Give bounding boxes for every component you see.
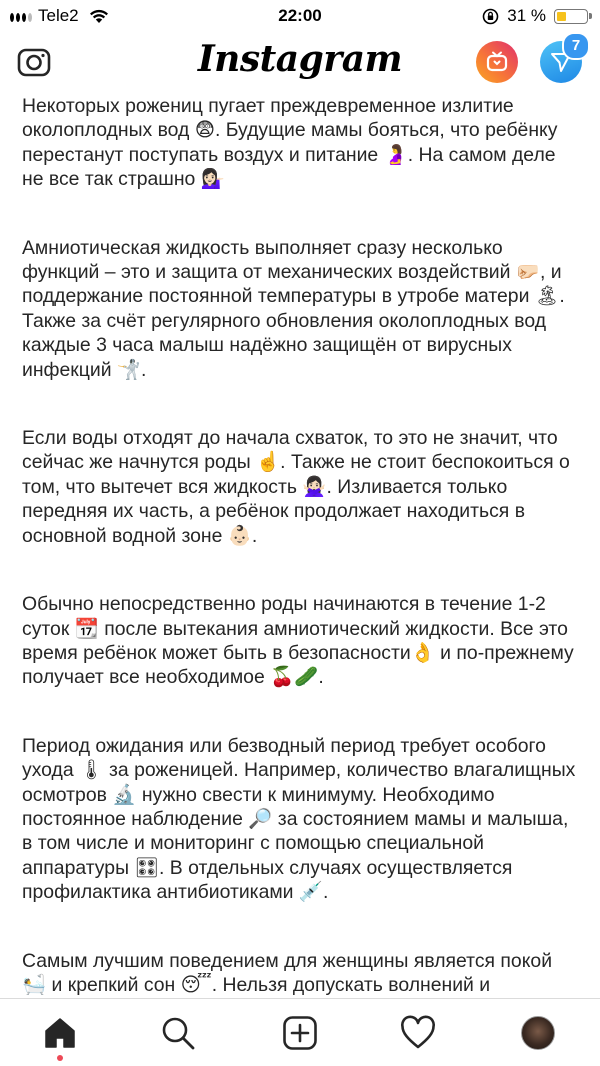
status-bar xyxy=(0,0,600,34)
app-header xyxy=(0,34,600,94)
direct-unread-badge[interactable]: 7 xyxy=(562,32,590,60)
igtv-button[interactable] xyxy=(476,41,518,83)
caption-paragraph: Амниотическая жидкость выполняет сразу несколько функций – это и защита от механических воздействий 🤛🏻, и поддержание постоянной температуры в утробе матери 🏝. Также за счёт регулярного обновления околоплодных вод каждые 3 часа малыш надёжно защищён от вирусных инфекций 🤺. xyxy=(22,236,565,381)
bottom-tab-bar xyxy=(0,998,600,1066)
profile-avatar xyxy=(521,1016,555,1050)
search-icon xyxy=(160,1015,196,1051)
caption-paragraph: Если воды отходят до начала схваток, то это не значит, что сейчас же начнутся роды ☝️. Также не стоит беспокоиться о том, что вытечет вся жидкость 🙅🏻‍♀️. Изливается только передняя их часть, а ребёнок продолжает находиться в основной водной зоне 👶🏻. xyxy=(22,427,570,547)
add-post-icon xyxy=(282,1015,318,1051)
post-caption xyxy=(0,94,600,1046)
tab-activity[interactable] xyxy=(400,1015,436,1051)
tab-search[interactable] xyxy=(160,1015,196,1051)
caption-paragraph: Период ожидания или безводный период требует особого ухода 🌡 за роженицей. Например, количество влагалищных осмотров 🔬 нужно свести к минимуму. Необходимо постоянное наблюдение 🔎 за состоянием мамы и малыша, в том числе и мониторинг с помощью специальной аппаратуры 🎛. В отдельных случаях осуществляется профилактика антибиотиками 💉. xyxy=(22,734,576,904)
tab-profile[interactable] xyxy=(520,1015,556,1051)
caption-paragraph: Самым лучшим поведением для женщины является покой 🛀 и крепкий сон 😴. Нельзя допускать волнений и xyxy=(22,949,553,996)
battery-icon xyxy=(554,9,588,24)
tab-home[interactable] xyxy=(42,1015,78,1051)
orientation-lock-icon xyxy=(482,8,499,25)
igtv-icon xyxy=(485,50,509,74)
post-caption-area[interactable] xyxy=(0,94,600,998)
caption-paragraph: Некоторых рожениц пугает преждевременное излитие околоплодных вод 😨. Будущие мамы бояться, что ребёнку перестанут поступать воздух и питание 🤰. На самом деле не все так страшно 💁🏻‍♀️ xyxy=(22,95,558,191)
tab-new-post[interactable] xyxy=(282,1015,318,1051)
home-icon xyxy=(43,1016,77,1050)
carrier-name: Tele2 xyxy=(38,6,79,25)
battery-group xyxy=(482,6,588,26)
battery-percent: 31 % xyxy=(507,6,546,25)
heart-icon xyxy=(400,1016,436,1050)
home-notification-dot xyxy=(57,1055,63,1061)
clock: 22:00 xyxy=(278,6,322,25)
battery-level-fill xyxy=(557,12,566,21)
caption-paragraph: Обычно непосредственно роды начинаются в течение 1-2 суток 📆 после вытекания амниотический жидкости. Все это время ребёнок может быть в безопасности👌 и по-прежнему получает все необходимое 🍒🥒. xyxy=(22,593,574,689)
instagram-logo[interactable]: Instagram xyxy=(197,38,403,80)
